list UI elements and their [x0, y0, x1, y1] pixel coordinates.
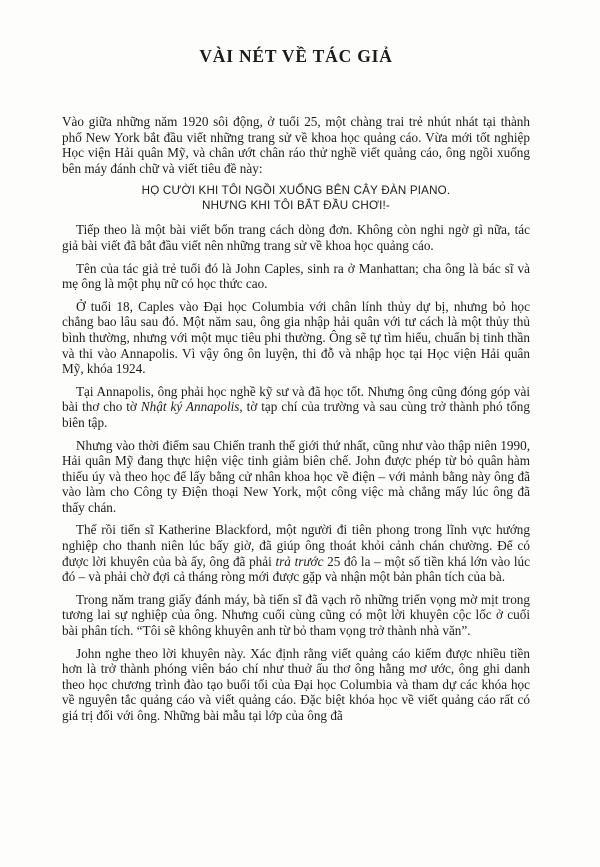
paragraph-blackford-text-a: Thế rồi tiến sĩ Katherine Blackford, một người đi tiên phong trong lĩnh vực hướng nghiệp cho thanh niên lúc bấy giờ, đã giúp ông thoát khỏi cảnh chán chường. Để có được lời khuyên của bà ấy, ông đã phải [62, 522, 530, 569]
paragraph-blackford [62, 522, 530, 584]
page-title: VÀI NÉT VỀ TÁC GIẢ [199, 46, 393, 66]
paragraph-post-war: Nhưng vào thời điểm sau Chiến tranh thế giới thứ nhất, cũng như vào thập niên 1990, Hải quân Mỹ đang thực hiện việc tinh giảm biên chế. John được phép từ bỏ quân hàm thiếu úy và theo học để lấy bằng cử nhân khoa học về điện – với mảnh bằng này ông đã vào làm cho Công ty Điện thoại New York, một công việc mà chẳng mấy lúc ông đã thấy chán. [62, 437, 530, 515]
paragraph-analysis: Trong năm trang giấy đánh máy, bà tiến sĩ đã vạch rõ những triển vọng mờ mịt trong tương lai sự nghiệp của ông. Nhưng cuối cùng cũng có một lời khuyên cộc lốc ở cuối bài phân tích. “Tôi sẽ không khuyên anh từ bỏ tham vọng trở thành nhà văn”. [62, 591, 530, 639]
paragraph-follow-up: Tiếp theo là một bài viết bốn trang cách dòng đơn. Không còn nghi ngờ gì nữa, tác giả bài viết đã bắt đầu viết nên những trang sử về khoa học quảng cáo. [62, 222, 530, 253]
headline-quote-line-2: NHƯNG KHI TÔI BẮT ĐẦU CHƠI!- [202, 199, 390, 213]
paragraph-author-name: Tên của tác giả trẻ tuổi đó là John Caples, sinh ra ở Manhattan; cha ông là bác sĩ và mẹ ông là một phụ nữ có học thức cao. [62, 260, 530, 292]
document-body [62, 114, 530, 724]
paragraph-intro: Vào giữa những năm 1920 sôi động, ở tuổi 25, một chàng trai trẻ nhút nhát tại thành phố New York bắt đầu viết những trang sử về khoa học quảng cáo. Vừa mới tốt nghiệp Học viện Hải quân Mỹ, và chân ướt chân ráo thử nghề viết quảng cáo, ông ngồi xuống bên máy đánh chữ và viết tiêu đề này: [62, 114, 530, 176]
paragraph-annapolis [62, 384, 530, 431]
prepaid-emphasis: trả trước [275, 553, 324, 569]
paragraph-columbia-navy: Ở tuổi 18, Caples vào Đại học Columbia với chân lính thủy dự bị, nhưng bỏ học chẳng bao lâu sau đó. Một năm sau, ông gia nhập hải quân với tư cách là một thủy thủ bình thường, nhưng với một mục tiêu phi thường. Ông sẽ tự tìm hiểu, chuẩn bị tinh thần và thi vào Annapolis. Vì vậy ông ôn luyện, thi đỗ và nhập học tại Học viện Hải quân Mỹ, khóa 1924. [62, 298, 530, 377]
paragraph-annapolis-text-a: Tại Annapolis, ông phải học nghề kỹ sư và đã học tốt. Nhưng ông cũng đóng góp vài bài thơ cho tờ [62, 383, 530, 415]
annapolis-log-title: Nhật ký Annapolis [140, 399, 240, 415]
paragraph-blackford-text-b: 25 đô la – một số tiền khá lớn vào lúc đó – và phải chờ đợi cả tháng ròng mới được gặp và nhận một bản phân tích của bà. [62, 553, 530, 585]
paragraph-annapolis-text-b: , tờ tạp chí của trường và sau cùng trở thành phó tổng biên tập. [62, 399, 530, 430]
headline-quote-line-1: HỌ CƯỜI KHI TÔI NGỒI XUỐNG BÊN CÂY ĐÀN PIANO. [141, 184, 451, 198]
headline-quote [62, 183, 530, 213]
paragraph-copywriting-course: John nghe theo lời khuyên này. Xác định rằng viết quảng cáo kiếm được nhiều tiền hơn là trở thành phóng viên báo chí như thuở ấu thơ ông hằng mơ ước, ông ghi danh theo học chương trình đào tạo buổi tối của Đại học Columbia và tham dự các khóa học về nguyên tắc quảng cáo và viết quảng cáo. Đặc biệt khóa học về viết quảng cáo rất có giá trị đối với ông. Những bài mẫu tại lớp của ông đã [62, 645, 530, 723]
